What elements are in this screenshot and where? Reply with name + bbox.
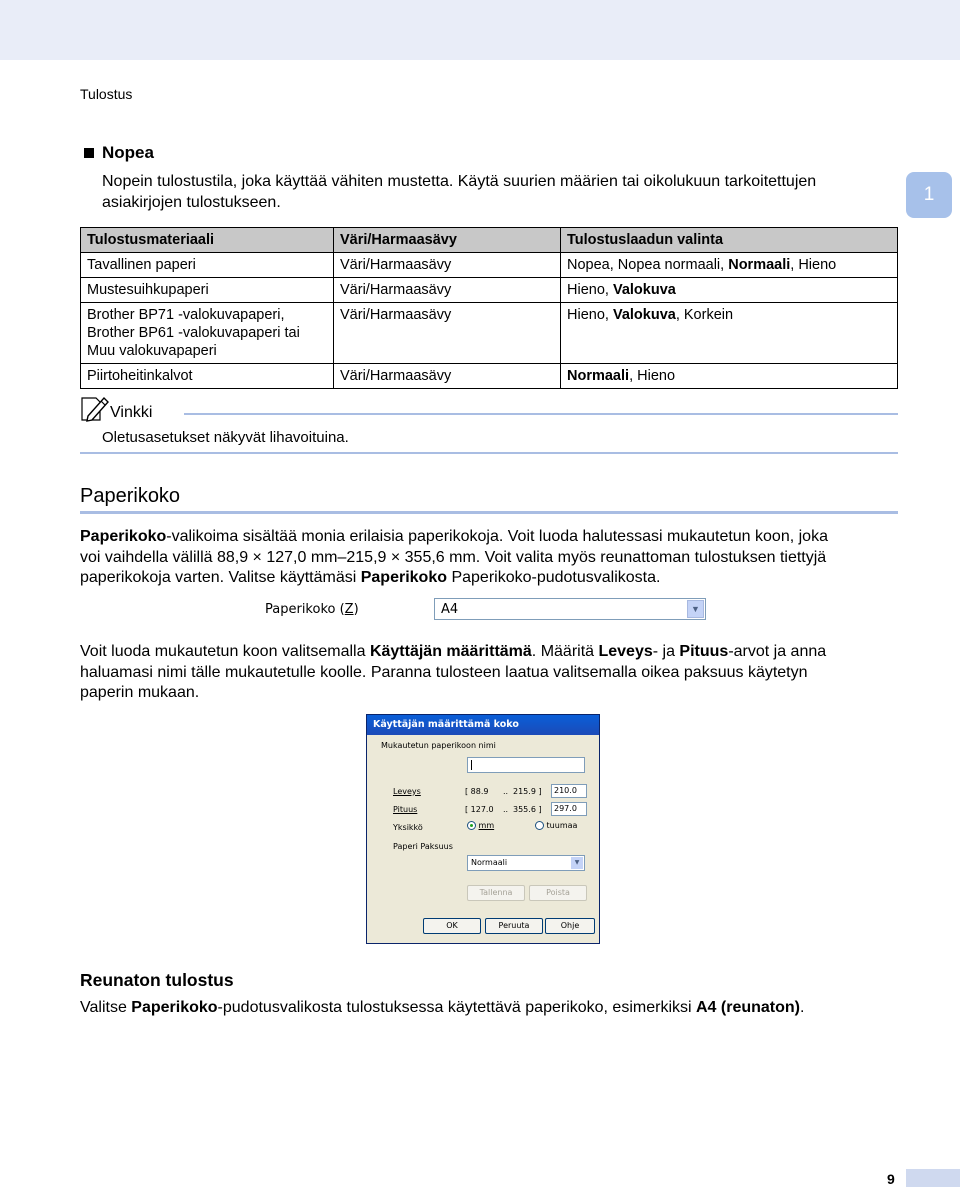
media-line: Brother BP71 -valokuvapaperi, (87, 307, 285, 323)
note-top-rule (184, 413, 898, 415)
reunaton-c: -pudotusvalikosta tulostuksessa käytettävä paperikoko, esimerkiksi (217, 999, 696, 1016)
note-bottom-rule (80, 452, 898, 454)
media-cell (81, 303, 334, 364)
p2-c: . Määritä (531, 643, 599, 660)
width-label (393, 787, 421, 796)
table-header-cell: Väri/Harmaasävy (334, 228, 561, 253)
length-field[interactable]: 297.0 (551, 802, 587, 816)
unit-mm-label: mm (478, 821, 495, 830)
width-label-text: Leveys (393, 787, 421, 796)
media-cell (81, 364, 334, 389)
unit-inch-label: tuumaa (546, 821, 578, 830)
table-row (81, 303, 898, 364)
chapter-tab: 1 (906, 172, 952, 218)
table-row (81, 253, 898, 278)
ok-button[interactable]: OK (423, 918, 481, 934)
paper-size-value: A4 (441, 602, 459, 617)
square-bullet-icon (84, 148, 94, 158)
reunaton-d: A4 (reunaton) (696, 999, 800, 1016)
quality-cell (561, 303, 898, 364)
reunaton-a: Valitse (80, 999, 132, 1016)
quality-text: Nopea, Nopea normaali, (567, 257, 729, 273)
help-button[interactable]: Ohje (545, 918, 595, 934)
p1-l3-bold: Paperikoko (360, 569, 447, 586)
thickness-label: Paperi Paksuus (393, 842, 453, 851)
p1-line-1 (80, 527, 828, 548)
p1-rest: -valikoima sisältää monia erilaisia paperikokoja. Voit luoda halutessasi mukautetun koon, joka (166, 528, 828, 545)
section-rule (80, 511, 898, 514)
length-label-text: Pituus (393, 805, 418, 814)
running-header: Tulostus (80, 86, 133, 102)
radio-selected-icon[interactable] (467, 821, 476, 830)
table-header-cell: Tulostusmateriaali (81, 228, 334, 253)
p2-f: Pituus (679, 643, 729, 660)
quality-cell (561, 364, 898, 389)
custom-name-label: Mukautetun paperikoon nimi (381, 741, 496, 750)
default-quality: Normaali (567, 368, 630, 384)
nopea-description (102, 172, 816, 213)
nopea-title: Nopea (102, 143, 154, 162)
save-button[interactable]: Tallenna (467, 885, 525, 901)
paper-size-access-key: Z (344, 602, 354, 617)
length-range-sep: .. (503, 805, 509, 814)
p2-line-1 (80, 642, 826, 663)
print-quality-table (80, 227, 898, 389)
media-cell (81, 278, 334, 303)
p1-l3-a: paperikokoja varten. Valitse käyttämäsi (80, 569, 361, 586)
p1-line-2: voi vaihdella välillä 88,9 × 127,0 mm–215,9 × 355,6 mm. Voit valita myös reunattoman tulostuksen tiettyjä (80, 548, 827, 566)
quality-cell (561, 278, 898, 303)
reunaton-paragraph (80, 998, 804, 1019)
text-cursor (471, 760, 472, 770)
length-label (393, 805, 417, 814)
chevron-down-icon[interactable]: ▼ (687, 600, 704, 618)
media-line: Muu valokuvapaperi (87, 343, 217, 359)
quality-text: Hieno, (567, 282, 613, 298)
default-quality: Valokuva (612, 282, 676, 298)
reunaton-b: Paperikoko (131, 999, 218, 1016)
p1-bold-term: Paperikoko (80, 528, 167, 545)
note-pencil-icon (80, 394, 110, 429)
p2-d: Leveys (598, 643, 653, 660)
radio-unselected-icon[interactable] (535, 821, 544, 830)
quality-text: , Hieno (790, 257, 837, 273)
unit-inch-radio[interactable] (535, 821, 577, 830)
media-line: Piirtoheitinkalvot (87, 368, 193, 384)
color-cell: Väri/Harmaasävy (334, 253, 561, 278)
width-range-sep: .. (503, 787, 509, 796)
table-row (81, 278, 898, 303)
custom-name-field[interactable] (467, 757, 585, 773)
color-cell: Väri/Harmaasävy (334, 364, 561, 389)
width-range-min: [ 88.9 (465, 787, 489, 796)
quality-text: , Korkein (675, 307, 734, 323)
default-quality: Valokuva (612, 307, 676, 323)
p1-l3-c: Paperikoko-pudotusvalikosta. (447, 569, 661, 586)
footer-bar (906, 1169, 960, 1187)
paper-size-label-text: Paperikoko ( (265, 602, 345, 617)
table-row (81, 364, 898, 389)
p2-b: Käyttäjän määrittämä (369, 643, 532, 660)
nopea-line-2: asiakirjojen tulostukseen. (102, 193, 281, 211)
note-label: Vinkki (110, 404, 153, 421)
paper-size-label-close: ) (353, 602, 359, 617)
nopea-heading (84, 143, 154, 163)
paper-size-label (265, 602, 359, 617)
width-range-max: 215.9 ] (513, 787, 542, 796)
table-header-cell: Tulostuslaadun valinta (561, 228, 898, 253)
top-band (0, 0, 960, 60)
thickness-value: Normaali (471, 858, 508, 867)
paperikoko-paragraph-1 (80, 527, 828, 589)
width-field[interactable]: 210.0 (551, 784, 587, 798)
quality-text: Hieno, (567, 307, 613, 323)
default-quality: Normaali (728, 257, 791, 273)
note-text: Oletusasetukset näkyvät lihavoituina. (102, 429, 349, 446)
delete-button[interactable]: Poista (529, 885, 587, 901)
thickness-dropdown[interactable] (467, 855, 585, 871)
section-title-reunaton: Reunaton tulostus (80, 970, 234, 990)
p2-g: -arvot ja anna (728, 643, 827, 660)
media-cell (81, 253, 334, 278)
paper-size-dropdown[interactable] (434, 598, 706, 620)
p1-line-3 (80, 568, 828, 589)
dialog-title-bar: Käyttäjän määrittämä koko (367, 715, 599, 735)
quality-cell (561, 253, 898, 278)
media-line: Mustesuihkupaperi (87, 282, 209, 298)
color-cell: Väri/Harmaasävy (334, 278, 561, 303)
page-number: 9 (887, 1171, 895, 1187)
unit-mm-radio[interactable] (467, 821, 494, 830)
media-line: Tavallinen paperi (87, 257, 196, 273)
cancel-button[interactable]: Peruuta (485, 918, 543, 934)
chevron-down-icon[interactable]: ▼ (571, 857, 583, 869)
length-range-min: [ 127.0 (465, 805, 494, 814)
p2-a: Voit luoda mukautetun koon valitsemalla (80, 643, 370, 660)
length-range-max: 355.6 ] (513, 805, 542, 814)
table-header-row (81, 228, 898, 253)
p2-line-2: haluamasi nimi tälle mukautetulle koolle. Paranna tulosteen laatua valitsemalla oikea paksuus käytetyn (80, 663, 808, 681)
paperikoko-paragraph-2 (80, 642, 826, 704)
p2-e: - ja (652, 643, 680, 660)
media-line: Brother BP61 -valokuvapaperi tai (87, 325, 300, 341)
reunaton-e: . (800, 999, 805, 1016)
color-cell: Väri/Harmaasävy (334, 303, 561, 364)
section-title-paperikoko: Paperikoko (80, 485, 181, 507)
custom-size-dialog (366, 714, 600, 944)
p2-line-3: paperin mukaan. (80, 684, 200, 701)
nopea-line-1: Nopein tulostustila, joka käyttää vähiten mustetta. Käytä suurien määrien tai oikolukuun tarkoitettujen (102, 173, 817, 190)
quality-text: , Hieno (629, 368, 676, 384)
unit-label: Yksikkö (393, 823, 423, 832)
